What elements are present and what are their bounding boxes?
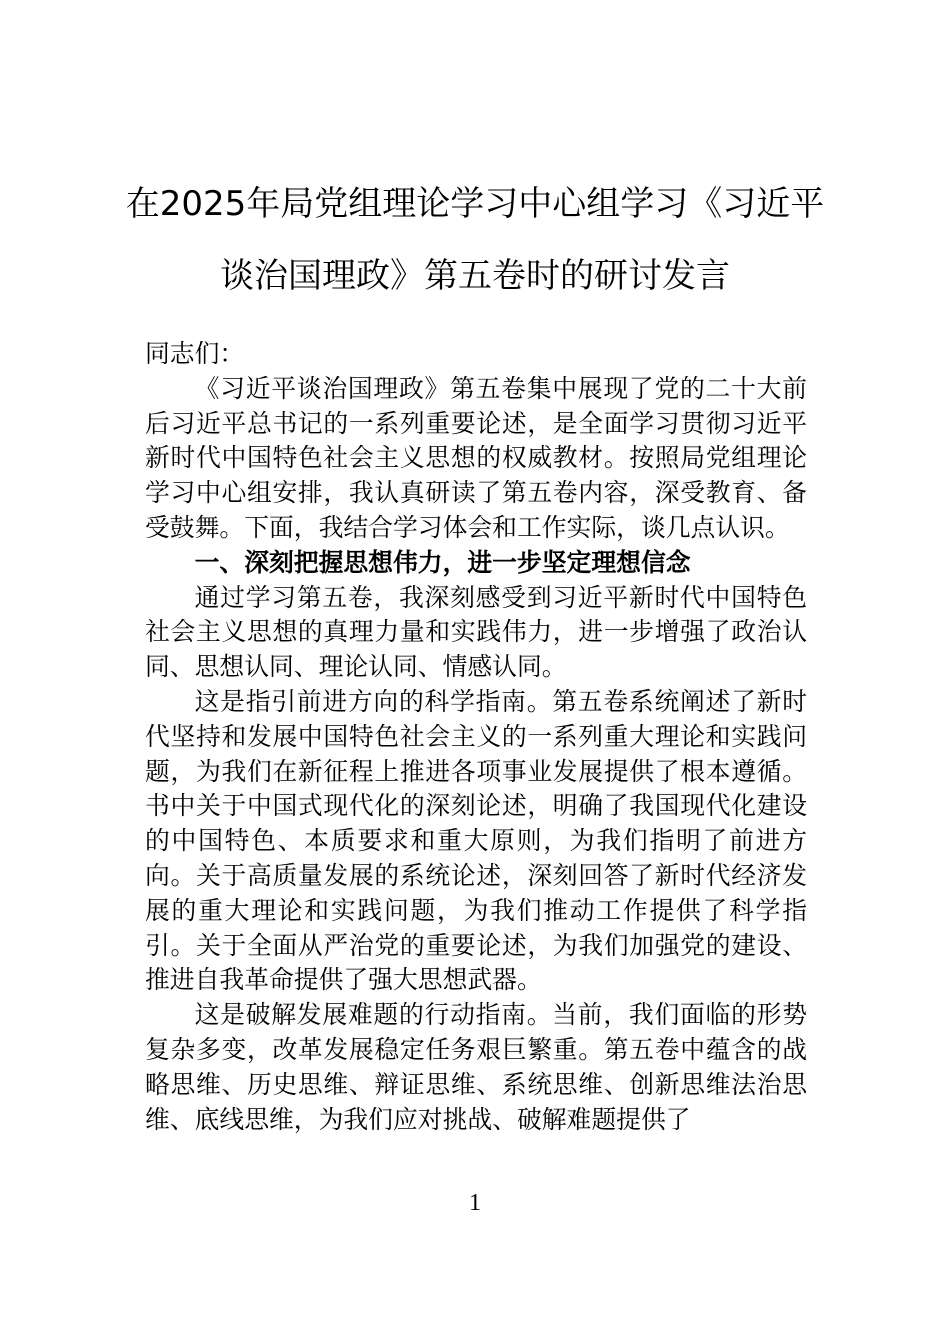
paragraph-section-1: 通过学习第五卷，我深刻感受到习近平新时代中国特色社会主义思想的真理力量和实践伟力，进一步增强了政治认同、思想认同、理论认同、情感认同。 <box>145 582 807 682</box>
document-title: 在2025年局党组理论学习中心组学习《习近平谈治国理政》第五卷时的研讨发言 <box>125 184 825 296</box>
paragraph-scientific-guide: 这是指引前进方向的科学指南。第五卷系统阐述了新时代坚持和发展中国特色社会主义的一系列重大理论和实践问题，为我们在新征程上推进各项事业发展提供了根本遵循。书中关于中国式现代化的深刻论述，明确了我国现代化建设的中国特色、本质要求和重大原则，为我们指明了前进方向。关于高质量发展的系统论述，深刻回答了新时代经济发展的重大理论和实践问题，为我们推动工作提供了科学指引。关于全面从严治党的重要论述，为我们加强党的建设、推进自我革命提供了强大思想武器。 <box>145 686 807 995</box>
section-heading-1: 一、深刻把握思想伟力，进一步坚定理想信念 <box>194 547 691 577</box>
page-number: 1 <box>469 1190 481 1216</box>
salutation: 同志们： <box>145 339 245 368</box>
document-body <box>145 337 807 1137</box>
paragraph-intro: 《习近平谈治国理政》第五卷集中展现了党的二十大前后习近平总书记的一系列重要论述，是全面学习贯彻习近平新时代中国特色社会主义思想的权威教材。按照局党组理论学习中心组安排，我认真研读了第五卷内容，深受教育、备受鼓舞。下面，我结合学习体会和工作实际，谈几点认识。 <box>145 373 807 542</box>
paragraph-action-guide: 这是破解发展难题的行动指南。当前，我们面临的形势复杂多变，改革发展稳定任务艰巨繁重。第五卷中蕴含的战略思维、历史思维、辩证思维、系统思维、创新思维法治思维、底线思维，为我们应对挑战、破解难题提供了 <box>145 1000 807 1134</box>
